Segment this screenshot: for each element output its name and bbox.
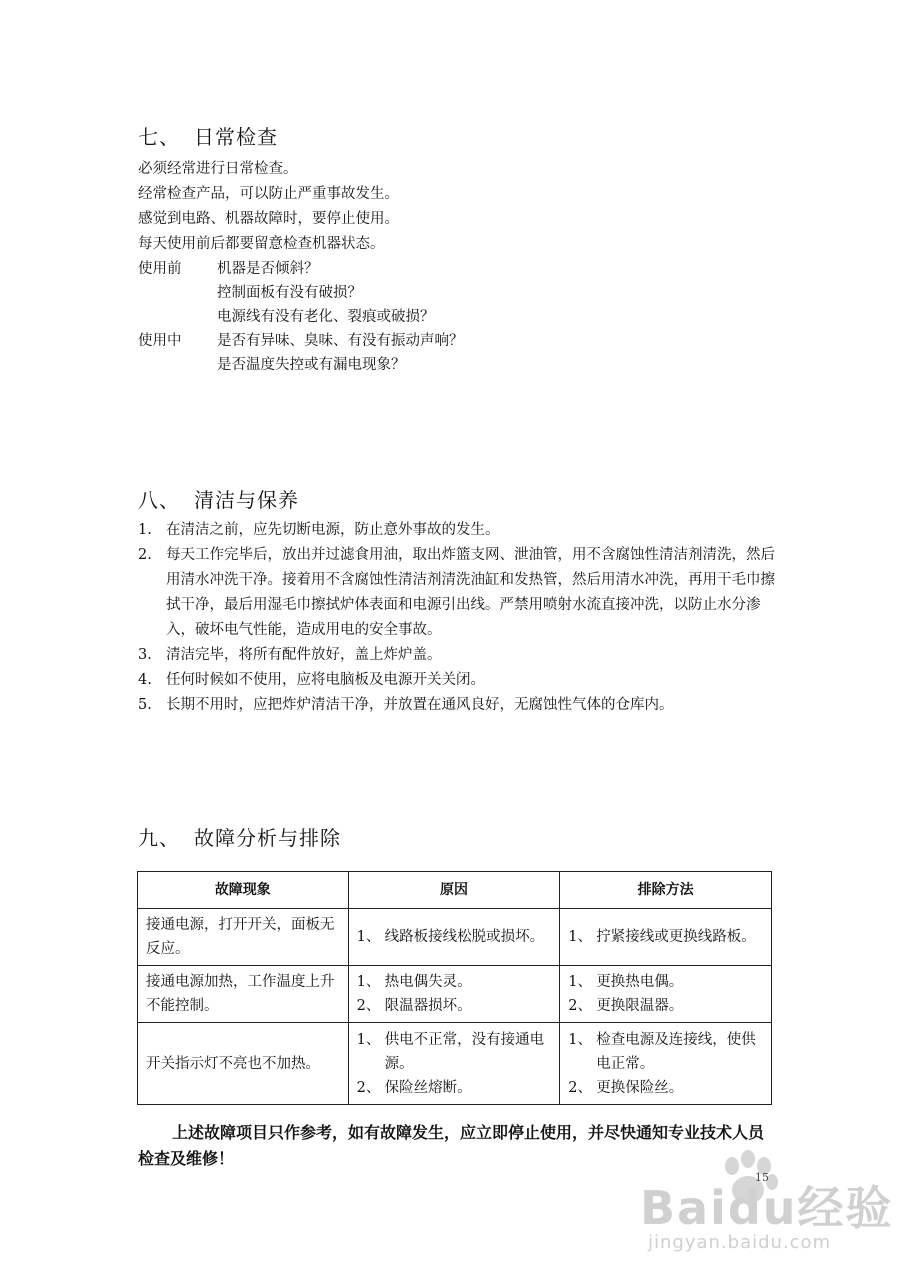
list-item [138, 518, 778, 543]
list-item-text: 在清洁之前，应先切断电源，防止意外事故的发生。 [166, 522, 500, 538]
fix-cell [560, 966, 772, 1023]
watermark-brand: Baidu经验 [640, 1181, 894, 1235]
cause-item [357, 1028, 552, 1076]
section-9-title: 故障分析与排除 [194, 826, 341, 850]
before-use-label: 使用前 [138, 261, 182, 277]
section-9-heading [138, 822, 341, 851]
column-header: 原因 [348, 872, 560, 909]
section-7-heading [138, 121, 278, 150]
fix-number: 1、 [568, 974, 593, 990]
list-item-number: 2. [138, 547, 152, 563]
during-use-label: 使用中 [138, 333, 182, 349]
list-item-text: 清洁完毕，将所有配件放好，盖上炸炉盖。 [166, 647, 442, 663]
table-row [138, 966, 772, 1023]
before-use-item: 控制面板有没有破损？ [217, 285, 362, 301]
list-item-number: 1. [138, 522, 152, 538]
fix-item [568, 1076, 763, 1100]
cause-item [357, 970, 552, 994]
list-item [138, 543, 778, 643]
symptom-cell: 开关指示灯不亮也不加热。 [138, 1023, 349, 1105]
cause-text: 线路板接线松脱或损坏。 [384, 929, 545, 945]
fix-text: 拧紧接线或更换线路板。 [596, 929, 756, 945]
page-number: 15 [755, 1171, 769, 1184]
table-row [138, 1023, 772, 1105]
fix-text: 更换热电偶。 [596, 974, 684, 990]
section-7-number: 七、 [138, 125, 180, 149]
section-9-number: 九、 [138, 826, 180, 850]
cause-item [357, 925, 552, 949]
symptom-cell: 接通电源，打开开关，面板无反应。 [138, 909, 349, 966]
list-item-text: 长期不用时，应把炸炉清洁干净，并放置在通风良好，无腐蚀性气体的仓库内。 [166, 697, 674, 713]
table-header-row [138, 872, 772, 909]
section-8-heading [138, 484, 299, 513]
cause-number: 1、 [356, 974, 381, 990]
cause-number: 2、 [356, 998, 381, 1014]
fault-note: 上述故障项目只作参考，如有故障发生，应立即停止使用，并尽快通知专业技术人员检查及维修！ [138, 1123, 765, 1168]
fault-table [137, 871, 772, 1105]
cause-cell [348, 909, 560, 966]
column-header: 排除方法 [560, 872, 772, 909]
during-use-item: 是否温度失控或有漏电现象？ [217, 357, 406, 373]
list-item-number: 5. [138, 697, 152, 713]
fix-cell [560, 1023, 772, 1105]
before-use-item: 电源线有没有老化、裂痕或破损？ [217, 309, 435, 325]
cause-text: 保险丝熔断。 [384, 1079, 472, 1096]
symptom-cell: 接通电源加热，工作温度上升不能控制。 [138, 966, 349, 1023]
fix-number: 2、 [568, 998, 593, 1014]
section-7-line: 经常检查产品，可以防止严重事故发生。 [138, 186, 399, 202]
fix-item [568, 925, 763, 949]
cleaning-list [138, 518, 778, 718]
fix-number: 2、 [568, 1079, 593, 1096]
fix-cell [560, 909, 772, 966]
fix-item [568, 1028, 763, 1076]
cause-number: 1、 [356, 1031, 381, 1048]
cause-text: 限温器损坏。 [384, 998, 472, 1014]
fix-text: 更换限温器。 [596, 998, 684, 1014]
cause-number: 1、 [356, 929, 381, 945]
section-7-title: 日常检查 [194, 125, 278, 149]
fix-item [568, 994, 763, 1018]
table-row [138, 909, 772, 966]
list-item-number: 4. [138, 672, 152, 688]
list-item-text: 任何时候如不使用，应将电脑板及电源开关关闭。 [166, 672, 485, 688]
section-8-title: 清洁与保养 [194, 488, 299, 512]
section-7-line: 感觉到电路、机器故障时，要停止使用。 [138, 211, 399, 227]
before-use-item: 机器是否倾斜？ [217, 261, 319, 277]
cause-item [357, 994, 552, 1018]
during-use-item: 是否有异味、臭味、有没有振动声响？ [217, 333, 464, 349]
list-item-text: 每天工作完毕后，放出并过滤食用油，取出炸篮支网、泄油管，用不含腐蚀性清洁剂清洗，然后用清水冲洗干净。接着用不含腐蚀性清洁剂清洗油缸和发热管，然后用清水冲洗，再用干毛巾擦拭干净，最后用湿毛巾擦拭炉体表面和电源引出线。严禁用喷射水流直接冲洗，以防止水分渗入，破坏电气性能，造成用电的安全事故。 [166, 547, 775, 638]
cause-number: 2、 [356, 1079, 381, 1096]
baidu-jingyan-watermark [640, 1150, 894, 1260]
fix-number: 1、 [568, 929, 593, 945]
fix-text: 更换保险丝。 [596, 1079, 684, 1096]
cause-cell [348, 966, 560, 1023]
fix-number: 1、 [568, 1031, 593, 1048]
cause-item [357, 1076, 552, 1100]
section-7-line: 每天使用前后都要留意检查机器状态。 [138, 236, 385, 252]
column-header: 故障现象 [138, 872, 349, 909]
list-item [138, 668, 778, 693]
list-item-number: 3. [138, 647, 152, 663]
section-7-line: 必须经常进行日常检查。 [138, 161, 298, 177]
cause-text: 热电偶失灵。 [384, 974, 472, 990]
section-8-number: 八、 [138, 488, 180, 512]
list-item [138, 693, 778, 718]
cause-cell [348, 1023, 560, 1105]
watermark-url: jingyan.baidu.com [648, 1232, 832, 1253]
fix-text: 检查电源及连接线，使供电正常。 [596, 1031, 756, 1072]
list-item [138, 643, 778, 668]
fix-item [568, 970, 763, 994]
cause-text: 供电不正常，没有接通电源。 [384, 1031, 545, 1072]
